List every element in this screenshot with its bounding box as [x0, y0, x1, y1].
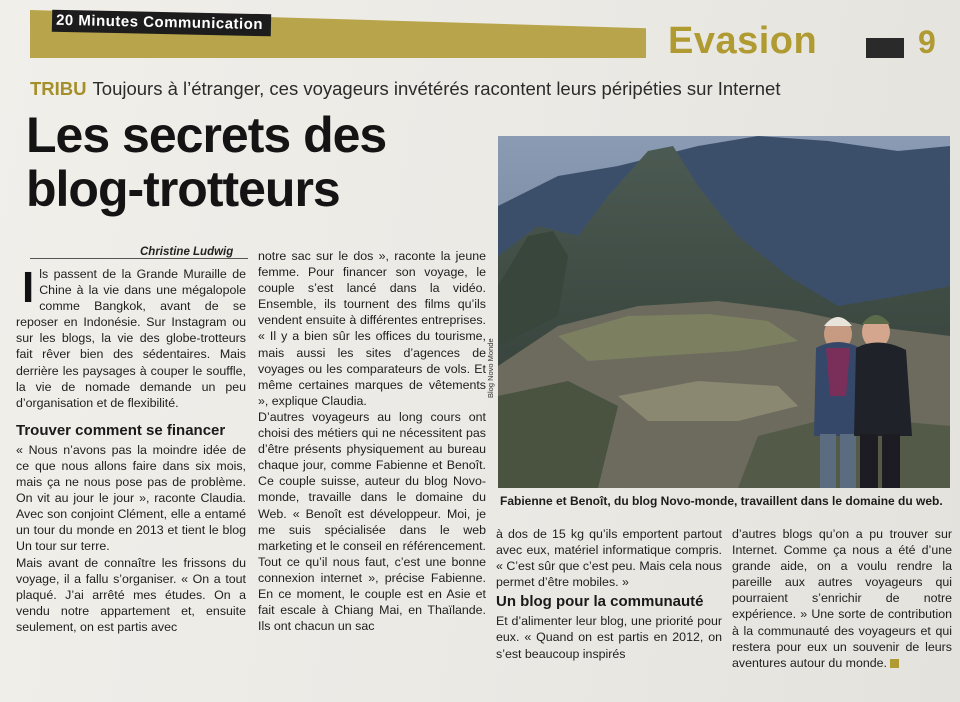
photo-credit: Blog Novo Monde: [486, 338, 495, 398]
article-paragraph: [16, 263, 246, 411]
kicker-tag: TRIBU: [30, 78, 87, 99]
byline-rule: [30, 258, 248, 259]
headline: [26, 108, 466, 216]
paragraph-text: ls passent de la Grande Muraille de Chine à la vie dans une mégalopole comme Bangkok, avant de se reposer en Indonésie. Sur Instagram ou sur les blogs, la vie des globe-trotteurs fait rêver bien des sédentaires. Mais derrière les paysages à couper le souffle, la vie de nomade demande un peu d’organisation et de flexibilité.: [16, 267, 246, 410]
masthead: [0, 8, 960, 66]
article-paragraph: « Nous n’avons pas la moindre idée de ce que nous allons faire dans six mois, mais ça ne nous pose pas de problème. On vit au jour le jour », raconte Claudia. Avec son conjoint Clément, elle a entamé un tour du monde en 2013 et tient le blog Un tour sur terre.: [16, 442, 246, 554]
subhead-community: Un blog pour la communauté: [496, 593, 704, 611]
article-column-1: [16, 263, 246, 635]
article-paragraph: Et d’alimenter leur blog, une priorité pour eux. « Quand on est partis en 2012, on s’est beaucoup inspirés: [496, 614, 722, 661]
subhead-financing: Trouver comment se financer: [16, 421, 226, 439]
article-paragraph: à dos de 15 kg qu’ils emportent partout avec eux, matériel informatique compris. « C’est sûr que c’est peu. Mais cela nous permet d’être mobiles. »: [496, 527, 722, 590]
brand-name: 20 Minutes Communication: [52, 10, 271, 37]
article-paragraph: D’autres voyageurs au long cours ont choisi des métiers qui ne nécessitent pas d’être présents physiquement au bureau chaque jour, comme Fabienne et Benoît. Ce couple suisse, auteur du blog Novo-monde, travaille dans le domaine du Web. « Benoît est développeur. Moi, je me suis spécialisée dans le web marketing et le conseil en référencement. Tout ce qu’il nous faut, c’est une bonne connexion internet », précise Fabienne. En ce moment, le couple est en Asie et fait escale à Chiang Mai, en Thaïlande. Ils ont chacun un sac: [258, 409, 486, 634]
machu-picchu-photo: [498, 136, 950, 488]
article-column-3: [496, 526, 722, 662]
headline-line-1: Les secrets des: [26, 107, 387, 163]
article-column-2: [258, 248, 486, 634]
article-paragraph: notre sac sur le dos », raconte la jeune femme. Pour financer son voyage, le couple s’est lancé dans la vidéo. Ensemble, ils tournent des films qu’ils vendent ensuite à différentes entreprises. « Il y a bien sûr les offices du tourisme, mais aussi les sites d’agences de voyages ou les comparateurs de vols. Et même certaines marques de vêtements », explique Claudia.: [258, 249, 486, 408]
photo-caption: Fabienne et Benoît, du blog Novo-monde, travaillent dans le domaine du web.: [500, 494, 943, 508]
kicker-text: Toujours à l’étranger, ces voyageurs invétérés racontent leurs péripéties sur Internet: [92, 78, 781, 99]
article-column-4: [732, 526, 952, 671]
paragraph-text: d’autres blogs qu’on a pu trouver sur Internet. Comme ça nous a été d’une grande aide, on a voulu rendre la pareille aux autres voyageurs qui pourraient s’enrichir de notre expérience. » Une sorte de contribution à la communauté des voyageurs et qui restera pour eux un souvenir de leurs aventures autour du monde.: [732, 527, 952, 670]
section-name: Evasion: [668, 20, 818, 62]
drop-cap: I: [22, 263, 35, 312]
headline-line-2: blog-trotteurs: [26, 161, 340, 217]
article-paragraph: Mais avant de connaître les frissons du voyage, il a fallu s’organiser. « On a tout plaqué. J’ai arrêté mes études. On a vendu notre appartement et, ensuite seulement, on est partis avec: [16, 555, 246, 634]
page-number: 9: [918, 24, 936, 60]
end-square-icon: [890, 659, 899, 668]
section-square-icon: [866, 38, 904, 58]
kicker: [30, 78, 910, 100]
byline: Christine Ludwig: [140, 246, 234, 258]
article-photo: [498, 136, 950, 488]
article-paragraph: [732, 526, 952, 671]
